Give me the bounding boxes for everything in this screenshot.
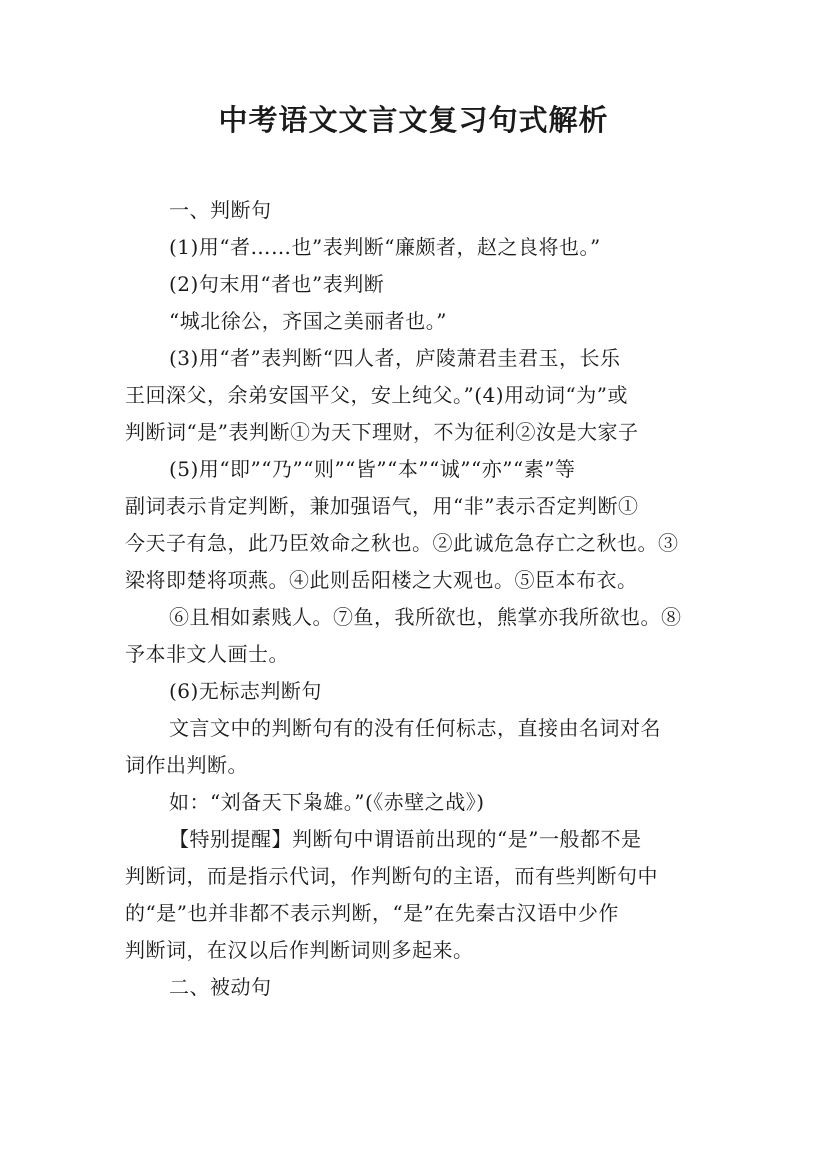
paragraph: [125, 451, 705, 599]
text-line: 如：“刘备天下枭雄。”(《赤壁之战》): [169, 790, 485, 814]
text-line: 二、被动句: [169, 975, 272, 999]
text-line: “城北徐公，齐国之美丽者也。”: [169, 309, 447, 333]
paragraph: [125, 710, 705, 784]
text-line: (5)用“即”“乃”“则”“皆”“本”“诚”“亦”“素”等: [169, 457, 576, 481]
document-title: 中考语文文言文复习句式解析: [218, 103, 609, 137]
text-line: 词作出判断。: [125, 753, 248, 777]
paragraph: [125, 673, 705, 710]
paragraph: [125, 784, 705, 821]
text-line: 【特别提醒】判断句中谓语前出现的“是”一般都不是: [169, 827, 642, 851]
paragraph: [125, 599, 705, 673]
text-line: (6)无标志判断句: [169, 679, 322, 703]
text-line: 予本非文人画士。: [125, 642, 289, 666]
text-line: 王回深父，余弟安国平父，安上纯父。”(4)用动词“为”或: [125, 383, 629, 407]
text-line: 判断词“是”表判断①为天下理财，不为征利②汝是大家子: [125, 420, 639, 444]
text-line: 一、判断句: [169, 198, 272, 222]
paragraph: [125, 266, 705, 303]
paragraph: [125, 821, 705, 969]
paragraph: [125, 229, 705, 266]
text-line: 判断词，而是指示代词，作判断句的主语，而有些判断句中: [125, 864, 658, 888]
text-line: (3)用“者”表判断“四人者，庐陵萧君圭君玉，长乐: [169, 346, 621, 370]
paragraph: [125, 303, 705, 340]
text-line: 副词表示肯定判断，兼加强语气，用“非”表示否定判断①: [125, 494, 639, 518]
paragraph: [125, 192, 705, 229]
text-line: 梁将即楚将项燕。④此则岳阳楼之大观也。⑤臣本布衣。: [125, 568, 638, 592]
paragraph: [125, 969, 705, 1006]
text-line: (2)句末用“者也”表判断: [169, 272, 385, 296]
document-body: [125, 192, 705, 1006]
text-line: 判断词，在汉以后作判断词则多起来。: [125, 938, 474, 962]
text-line: (1)用“者……也”表判断“廉颇者，赵之良将也。”: [169, 235, 601, 259]
text-line: ⑥且相如素贱人。⑦鱼，我所欲也，熊掌亦我所欲也。⑧: [169, 605, 682, 629]
paragraph: [125, 340, 705, 451]
text-line: 的“是”也并非都不表示判断，“是”在先秦古汉语中少作: [125, 901, 619, 925]
text-line: 今天子有急，此乃臣效命之秋也。②此诚危急存亡之秋也。③: [125, 531, 679, 555]
text-line: 文言文中的判断句有的没有任何标志，直接由名词对名: [169, 716, 661, 740]
